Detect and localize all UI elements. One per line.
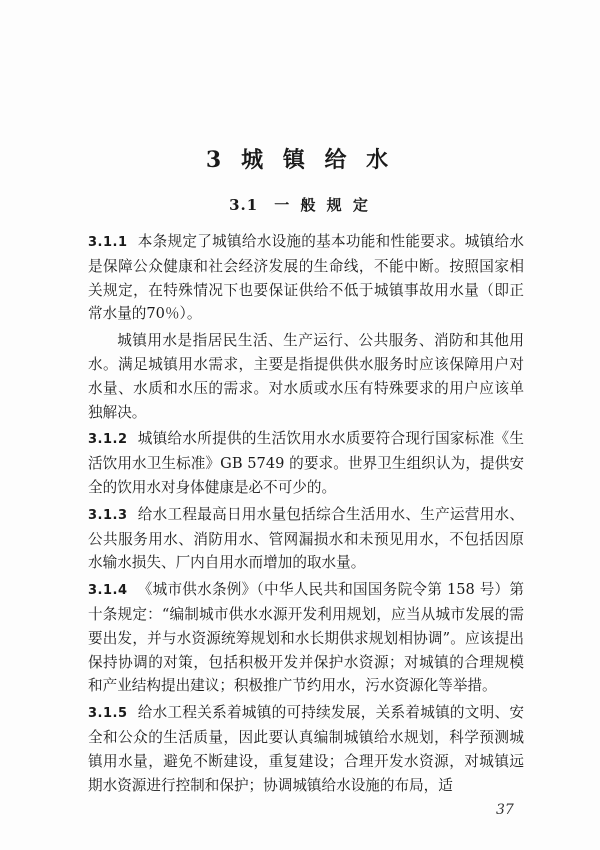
- clause-number: 3.1.4: [88, 583, 128, 599]
- clause-number: 3.1.5: [88, 706, 128, 722]
- clause-text: 城镇给水所提供的生活饮用水水质要符合现行国家标准《生活饮用水卫生标准》GB 5749 的要求。世界卫生组织认为，提供安全的饮用水对身体健康是必不可少的。: [88, 430, 524, 496]
- chapter-name: 城 镇 给 水: [241, 147, 395, 173]
- clause-text: 给水工程最高日用水量包括综合生活用水、生产运营用水、公共服务用水、消防用水、管网漏损水和未预见用水，不包括因原水输水损失、厂内自用水而增加的取水量。: [88, 505, 524, 572]
- section-name: 一 般 规 定: [274, 196, 371, 214]
- clause-text: 本条规定了城镇给水设施的基本功能和性能要求。城镇给水是保障公众健康和社会经济发展的生命线，不能中断。按照国家相关规定，在特殊情况下也要保证供给不低于城镇事故用水量（即正常水量的70％）。: [88, 233, 524, 323]
- clause-3-1-1: [88, 230, 524, 326]
- page-number: 37: [496, 802, 514, 818]
- clause-number: 3.1.1: [88, 235, 128, 250]
- chapter-number: 3: [205, 147, 228, 173]
- clause-3-1-3: [88, 503, 524, 575]
- section-title: [0, 194, 600, 215]
- chapter-title: [0, 143, 600, 174]
- clause-3-1-2: [88, 427, 524, 499]
- clause-number: 3.1.2: [88, 432, 128, 448]
- section-number: 3.1: [229, 196, 259, 214]
- clause-3-1-1-paragraph-2: 城镇用水是指居民生活、生产运行、公共服务、消防和其他用水。满足城镇用水需求，主要是指提供供水服务时应该保障用户对水量、水质和水压的需求。对水质或水压有特殊要求的用户应该单独解决。: [88, 332, 524, 421]
- body-text: [88, 230, 524, 800]
- clause-number: 3.1.3: [88, 507, 128, 523]
- clause-text: 《城市供水条例》（中华人民共和国国务院令第 158 号）第十条规定：“编制城市供水水源开发利用规划，应当从城市发展的需要出发，并与水资源统筹规划和水长期供求规划相协调”。应该提出保持协调的对策，包括积极开发并保护水资源；对城镇的合理规模和产业结构提出建议；积极推广节约用水，污水资源化等举措。: [88, 581, 524, 695]
- clause-3-1-5: [88, 701, 524, 797]
- clause-text: 给水工程关系着城镇的可持续发展，关系着城镇的文明、安全和公众的生活质量，因此要认真编制城镇给水规划，科学预测城镇用水量，避免不断建设，重复建设；合理开发水资源，对城镇远期水资源进行控制和保护；协调城镇给水设施的布局，适: [88, 704, 524, 794]
- clause-3-1-4: [88, 578, 524, 698]
